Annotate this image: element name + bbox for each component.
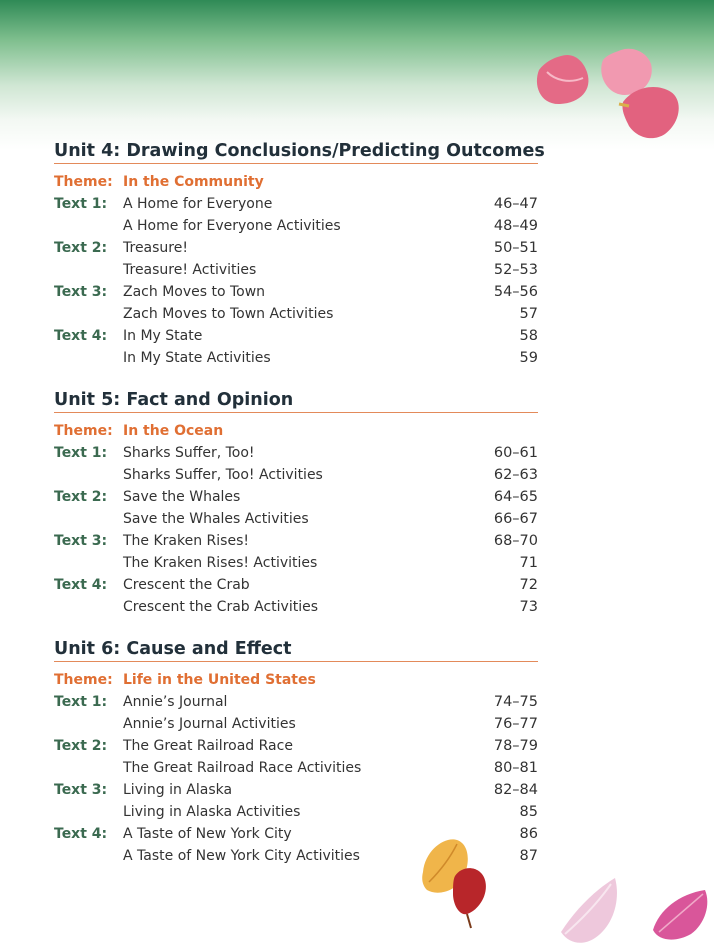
entry-title: Sharks Suffer, Too! Activities — [123, 467, 323, 483]
entry-title: Annie’s Journal Activities — [123, 716, 296, 732]
unit-5-section — [54, 388, 538, 618]
entry-pages: 57 — [519, 306, 538, 322]
text-label: Text 4: — [54, 577, 108, 593]
theme-row — [54, 420, 538, 442]
text-label: Text 1: — [54, 196, 108, 212]
theme-label: Theme: — [54, 423, 113, 439]
entry-title: The Great Railroad Race Activities — [123, 760, 362, 776]
text-label: Text 3: — [54, 782, 108, 798]
entry-title: Save the Whales — [123, 489, 241, 505]
entry-title: Zach Moves to Town Activities — [123, 306, 334, 322]
entry-pages: 60–61 — [493, 445, 538, 461]
entry-title: A Home for Everyone Activities — [123, 218, 341, 234]
toc-entry[interactable] — [54, 193, 538, 215]
theme-name: Life in the United States — [123, 672, 316, 688]
entry-title: Living in Alaska — [123, 782, 233, 798]
theme-name: In the Ocean — [123, 423, 224, 439]
entry-pages: 73 — [519, 599, 538, 615]
entry-pages: 54–56 — [493, 284, 538, 300]
entry-pages: 59 — [519, 350, 538, 366]
entry-pages: 74–75 — [493, 694, 538, 710]
text-label: Text 2: — [54, 240, 108, 256]
toc-entry[interactable] — [54, 823, 538, 845]
entry-pages: 86 — [519, 826, 538, 842]
entry-pages: 68–70 — [493, 533, 538, 549]
toc-entry[interactable] — [54, 735, 538, 757]
toc-entry[interactable] — [54, 757, 538, 779]
toc-entry[interactable] — [54, 552, 538, 574]
theme-label: Theme: — [54, 174, 113, 190]
text-label: Text 2: — [54, 489, 108, 505]
entry-title: Crescent the Crab Activities — [123, 599, 318, 615]
unit-title: Unit 6: Cause and Effect — [54, 637, 538, 662]
entry-pages: 46–47 — [493, 196, 538, 212]
text-label: Text 1: — [54, 445, 108, 461]
toc-entry[interactable] — [54, 464, 538, 486]
entry-pages: 76–77 — [493, 716, 538, 732]
entry-title: A Home for Everyone — [123, 196, 273, 212]
unit-4-section — [54, 139, 545, 369]
entry-pages: 52–53 — [493, 262, 538, 278]
text-label: Text 4: — [54, 826, 108, 842]
entry-title: Save the Whales Activities — [123, 511, 309, 527]
entry-title: In My State — [123, 328, 203, 344]
toc-entry[interactable] — [54, 281, 538, 303]
toc-entry[interactable] — [54, 845, 538, 867]
toc-entry[interactable] — [54, 237, 538, 259]
toc-entry[interactable] — [54, 530, 538, 552]
entry-title: The Kraken Rises! — [123, 533, 249, 549]
theme-row — [54, 669, 538, 691]
entry-title: A Taste of New York City — [123, 826, 292, 842]
entry-title: Treasure! Activities — [123, 262, 257, 278]
unit-title: Unit 5: Fact and Opinion — [54, 388, 538, 413]
text-label: Text 3: — [54, 284, 108, 300]
entry-title: The Great Railroad Race — [123, 738, 293, 754]
toc-entry[interactable] — [54, 574, 538, 596]
toc-entry[interactable] — [54, 303, 538, 325]
entry-title: The Kraken Rises! Activities — [123, 555, 318, 571]
unit-title: Unit 4: Drawing Conclusions/Predicting Outcomes — [54, 139, 538, 164]
entry-pages: 78–79 — [493, 738, 538, 754]
toc-entry[interactable] — [54, 259, 538, 281]
toc-entry[interactable] — [54, 486, 538, 508]
entry-pages: 58 — [519, 328, 538, 344]
text-label: Text 3: — [54, 533, 108, 549]
toc-entry[interactable] — [54, 596, 538, 618]
entry-pages: 66–67 — [493, 511, 538, 527]
entry-pages: 80–81 — [493, 760, 538, 776]
rose-petals-top-decoration — [525, 40, 695, 150]
unit-6-section — [54, 637, 538, 867]
toc-entry[interactable] — [54, 442, 538, 464]
toc-entry[interactable] — [54, 779, 538, 801]
entry-title: Zach Moves to Town — [123, 284, 266, 300]
entry-pages: 72 — [519, 577, 538, 593]
theme-name: In the Community — [123, 174, 264, 190]
toc-entry[interactable] — [54, 325, 538, 347]
entry-title: Living in Alaska Activities — [123, 804, 301, 820]
entry-title: Annie’s Journal — [123, 694, 228, 710]
toc-entry[interactable] — [54, 801, 538, 823]
toc-entry[interactable] — [54, 508, 538, 530]
theme-row — [54, 171, 538, 193]
entry-pages: 50–51 — [493, 240, 538, 256]
entry-pages: 48–49 — [493, 218, 538, 234]
pink-petals-bottom-decoration — [555, 870, 714, 952]
toc-entry[interactable] — [54, 691, 538, 713]
theme-label: Theme: — [54, 672, 113, 688]
entry-pages: 64–65 — [493, 489, 538, 505]
entry-title: Treasure! — [123, 240, 188, 256]
entry-title: Sharks Suffer, Too! — [123, 445, 255, 461]
toc-entry[interactable] — [54, 215, 538, 237]
entry-title: In My State Activities — [123, 350, 271, 366]
text-label: Text 1: — [54, 694, 108, 710]
entry-pages: 82–84 — [493, 782, 538, 798]
entry-title: A Taste of New York City Activities — [123, 848, 360, 864]
toc-entry[interactable] — [54, 713, 538, 735]
entry-pages: 85 — [519, 804, 538, 820]
entry-pages: 71 — [519, 555, 538, 571]
entry-title: Crescent the Crab — [123, 577, 250, 593]
toc-entry[interactable] — [54, 347, 538, 369]
text-label: Text 4: — [54, 328, 108, 344]
entry-pages: 62–63 — [493, 467, 538, 483]
text-label: Text 2: — [54, 738, 108, 754]
entry-pages: 87 — [519, 848, 538, 864]
